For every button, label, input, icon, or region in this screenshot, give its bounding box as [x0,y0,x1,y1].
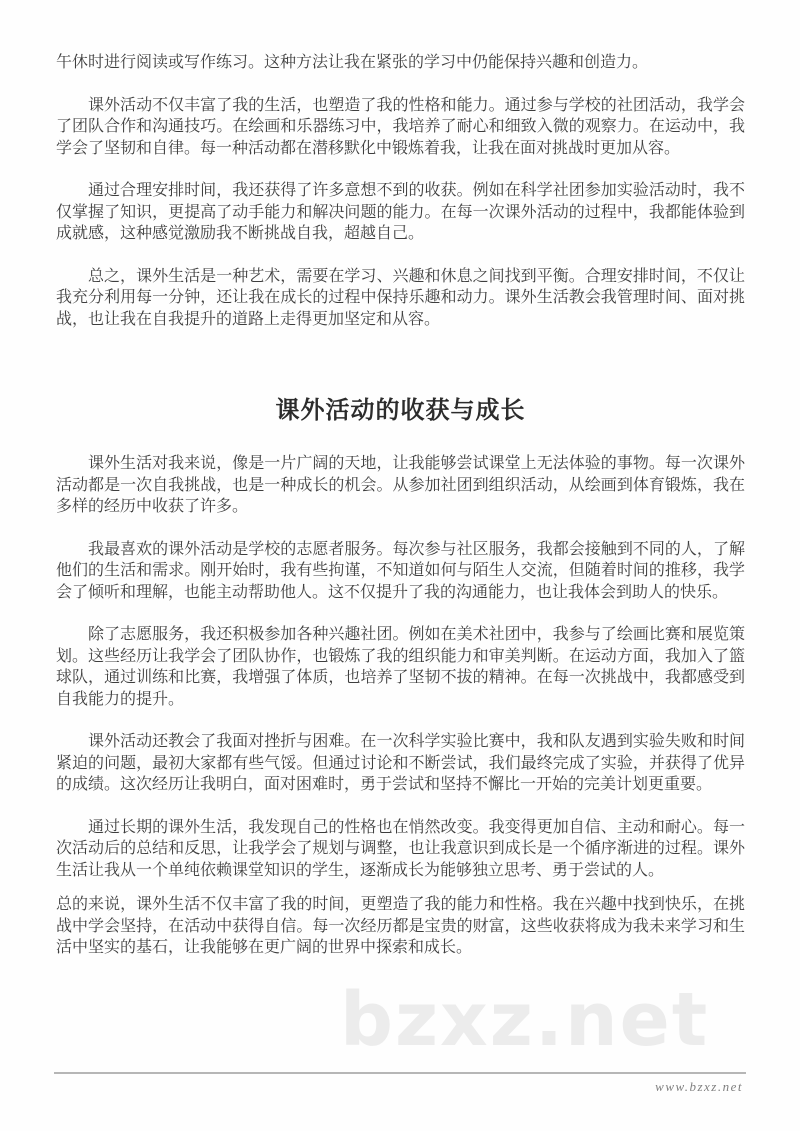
essay-title: 课外活动的收获与成长 [275,398,526,424]
paragraph: 课外生活对我来说，像是一片广阔的天地，让我能够尝试课堂上无法体验的事物。每一次课外活动都是一次自我挑战，也是一种成长的机会。从参加社团到组织活动，从绘画到体育锻炼，我在多样的经历中收获了许多。 [56,455,745,515]
footer-divider [54,1072,746,1074]
paragraph: 课外活动还教会了我面对挫折与困难。在一次科学实验比赛中，我和队友遇到实验失败和时间紧迫的问题，最初大家都有些气馁。但通过讨论和不断尝试，我们最终完成了实验，并获得了优异的成绩。这次经历让我明白，面对困难时，勇于尝试和坚持不懈比一开始的完美计划更重要。 [56,733,745,793]
paragraph: 通过长期的课外生活，我发现自己的性格也在悄然改变。我变得更加自信、主动和耐心。每一次活动后的总结和反思，让我学会了规划与调整，也让我意识到成长是一个循序渐进的过程。课外生活让我从一个单纯依赖课堂知识的学生，逐渐成长为能够独立思考、勇于尝试的人。 [56,818,745,879]
paragraph: 午休时进行阅读或写作练习。这种方法让我在紧张的学习中仍能保持兴趣和创造力。 [56,54,649,71]
paragraph: 课外活动不仅丰富了我的生活，也塑造了我的性格和能力。通过参与学校的社团活动，我学会了团队合作和沟通技巧。在绘画和乐器练习中，我培养了耐心和细致入微的观察力。在运动中，我学会了坚韧和自律。每一种活动都在潜移默化中锻炼着我，让我在面对挑战时更加从容。 [56,96,745,157]
paragraph: 通过合理安排时间，我还获得了许多意想不到的收获。例如在科学社团参加实验活动时，我不仅掌握了知识，更提高了动手能力和解决问题的能力。在每一次课外活动的过程中，我都能体验到成就感，这种感觉激励我不断挑战自我，超越自己。 [56,182,745,242]
paragraph: 总的来说，课外生活不仅丰富了我的时间，更塑造了我的能力和性格。我在兴趣中找到快乐，在挑战中学会坚持，在活动中获得自信。每一次经历都是宝贵的财富，这些收获将成为我未来学习和生活中坚实的基石，让我能够在更广阔的世界中探索和成长。 [56,896,745,956]
footer-url: www.bzxz.net [655,1079,743,1094]
watermark: bzxz.net [340,977,710,1063]
paragraph: 总之，课外生活是一种艺术，需要在学习、兴趣和休息之间找到平衡。合理安排时间，不仅让我充分利用每一分钟，还让我在成长的过程中保持乐趣和动力。课外生活教会我管理时间、面对挑战，也让我在自我提升的道路上走得更加坚定和从容。 [56,267,745,328]
essay-content [56,52,745,980]
paragraph: 除了志愿服务，我还积极参加各种兴趣社团。例如在美术社团中，我参与了绘画比赛和展览策划。这些经历让我学会了团队协作，也锻炼了我的组织能力和审美判断。在运动方面，我加入了篮球队，通过训练和比赛，我增强了体质，也培养了坚韧不拔的精神。在每一次挑战中，我都感受到自我能力的提升。 [56,626,745,708]
paragraph: 我最喜欢的课外活动是学校的志愿者服务。每次参与社区服务，我都会接触到不同的人，了解他们的生活和需求。刚开始时，我有些拘谨，不知道如何与陌生人交流，但随着时间的推移，我学会了倾听和理解，也能主动帮助他人。这不仅提升了我的沟通能力，也让我体会到助人的快乐。 [56,540,745,601]
